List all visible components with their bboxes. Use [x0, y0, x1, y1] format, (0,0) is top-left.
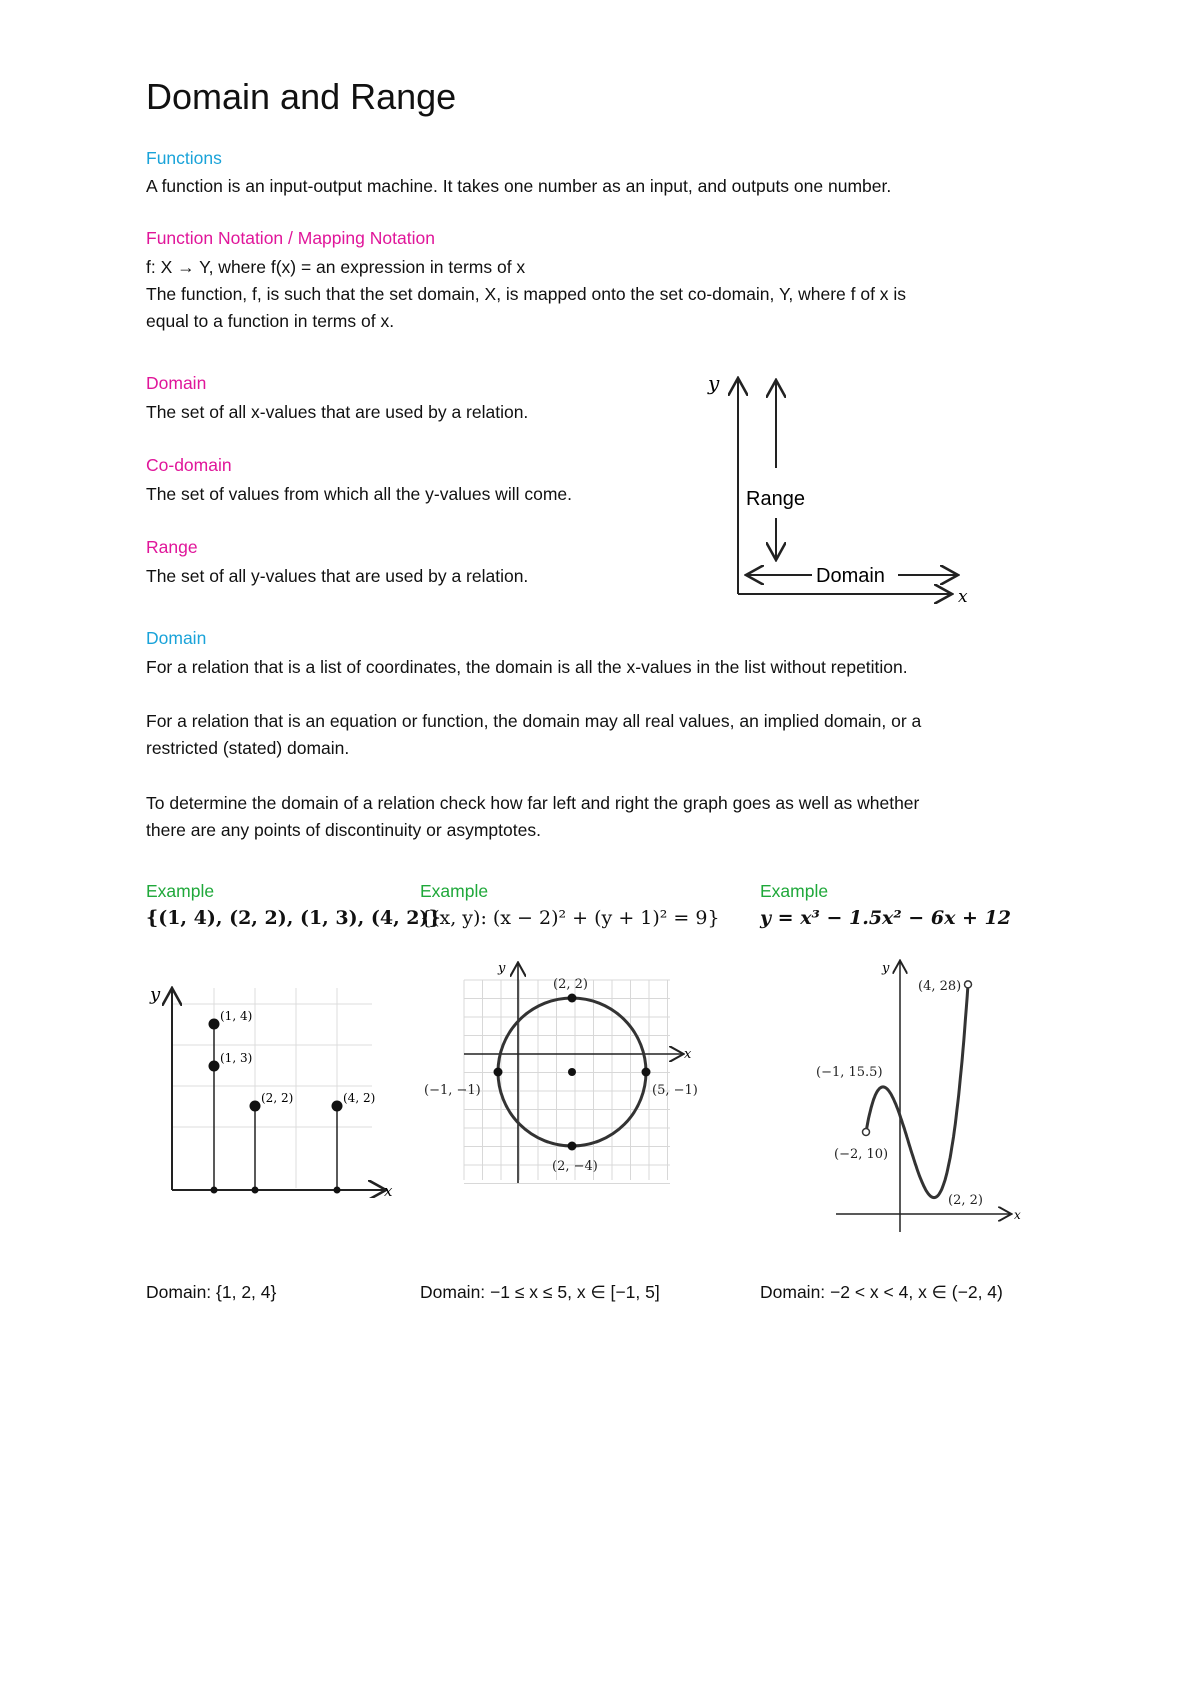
range-label: Range	[746, 488, 805, 510]
x-axis-label: x	[1014, 1208, 1021, 1222]
label-1-4: (1, 4)	[220, 1009, 253, 1023]
notation-line-1: f: X → Y, where f(x) = an expression in terms of x	[146, 257, 526, 277]
label-right: (5, −1)	[652, 1083, 698, 1098]
example-1-heading: Example	[146, 881, 215, 901]
codomain-def-heading: Co-domain	[146, 455, 232, 475]
point-4-2	[332, 1101, 343, 1112]
domain-section-p2b: restricted (stated) domain.	[146, 738, 350, 758]
cubic-curve	[866, 984, 968, 1197]
example-3-domain: Domain: −2 < x < 4, x ∈ (−2, 4)	[760, 1282, 1003, 1302]
label-left: (−1, −1)	[424, 1083, 481, 1098]
domain-section-p1: For a relation that is a list of coordinates, the domain is all the x-values in the list without repetition.	[146, 657, 908, 677]
notation-heading: Function Notation / Mapping Notation	[146, 228, 435, 248]
point-1-4	[209, 1019, 220, 1030]
example-1-graph	[146, 978, 396, 1198]
open-endpoint-left	[863, 1129, 870, 1136]
point-bottom	[568, 1142, 577, 1151]
range-domain-diagram	[700, 368, 980, 608]
x-axis-label: x	[958, 587, 968, 607]
open-endpoint-right	[965, 981, 972, 988]
example-1-expression: {(1, 4), (2, 2), (1, 3), (4, 2)}	[146, 907, 441, 929]
example-3-expression: y = x³ − 1.5x² − 6x + 12	[760, 907, 1011, 929]
x-axis-label: x	[384, 1182, 393, 1198]
example-3-heading: Example	[760, 881, 829, 901]
domain-section-p3b: there are any points of discontinuity or asymptotes.	[146, 820, 541, 840]
domain-section-p2a: For a relation that is an equation or function, the domain may all real values, an implied domain, or a	[146, 711, 922, 731]
domain-section-heading: Domain	[146, 628, 207, 648]
example-3-graph	[810, 952, 1040, 1242]
y-axis-label: y	[498, 961, 506, 976]
page-title: Domain and Range	[146, 76, 457, 117]
point-right	[642, 1068, 651, 1077]
functions-heading: Functions	[146, 148, 222, 168]
point-1-3	[209, 1061, 220, 1072]
y-axis-label: y	[882, 961, 890, 976]
example-1-domain: Domain: {1, 2, 4}	[146, 1282, 277, 1302]
label-4-28: (4, 28)	[918, 979, 962, 994]
label-neg2-10: (−2, 10)	[834, 1147, 889, 1162]
label-4-2: (4, 2)	[343, 1091, 376, 1105]
functions-text: A function is an input-output machine. It takes one number as an input, and outputs one number.	[146, 176, 892, 196]
y-axis-label: y	[150, 984, 161, 1005]
point-left	[494, 1068, 503, 1077]
domain-section-p3a: To determine the domain of a relation check how far left and right the graph goes as well as whether	[146, 793, 920, 813]
notation-line-2: The function, f, is such that the set domain, X, is mapped onto the set co-domain, Y, where f of x is	[146, 284, 907, 304]
label-neg1-15.5: (−1, 15.5)	[816, 1065, 883, 1080]
circle-center	[568, 1068, 576, 1076]
domain-def-text: The set of all x-values that are used by a relation.	[146, 402, 529, 422]
notation-line-3: equal to a function in terms of x.	[146, 311, 395, 331]
range-def-heading: Range	[146, 537, 198, 557]
y-axis-label: y	[708, 371, 720, 395]
example-2-domain: Domain: −1 ≤ x ≤ 5, x ∈ [−1, 5]	[420, 1282, 660, 1302]
label-2-2: (2, 2)	[948, 1193, 983, 1208]
x-axis-label: x	[684, 1047, 692, 1062]
label-2-2: (2, 2)	[261, 1091, 294, 1105]
example-2-heading: Example	[420, 881, 489, 901]
label-1-3: (1, 3)	[220, 1051, 253, 1065]
example-2-expression: {(x, y): (x − 2)² + (y + 1)² = 9}	[420, 907, 720, 929]
domain-label: Domain	[816, 565, 885, 587]
domain-def-heading: Domain	[146, 373, 207, 393]
range-def-text: The set of all y-values that are used by a relation.	[146, 566, 529, 586]
point-top	[568, 994, 577, 1003]
example-2-graph	[420, 958, 710, 1188]
point-2-2	[250, 1101, 261, 1112]
codomain-def-text: The set of values from which all the y-values will come.	[146, 484, 572, 504]
label-top: (2, 2)	[553, 977, 588, 992]
label-bottom: (2, −4)	[552, 1159, 598, 1174]
